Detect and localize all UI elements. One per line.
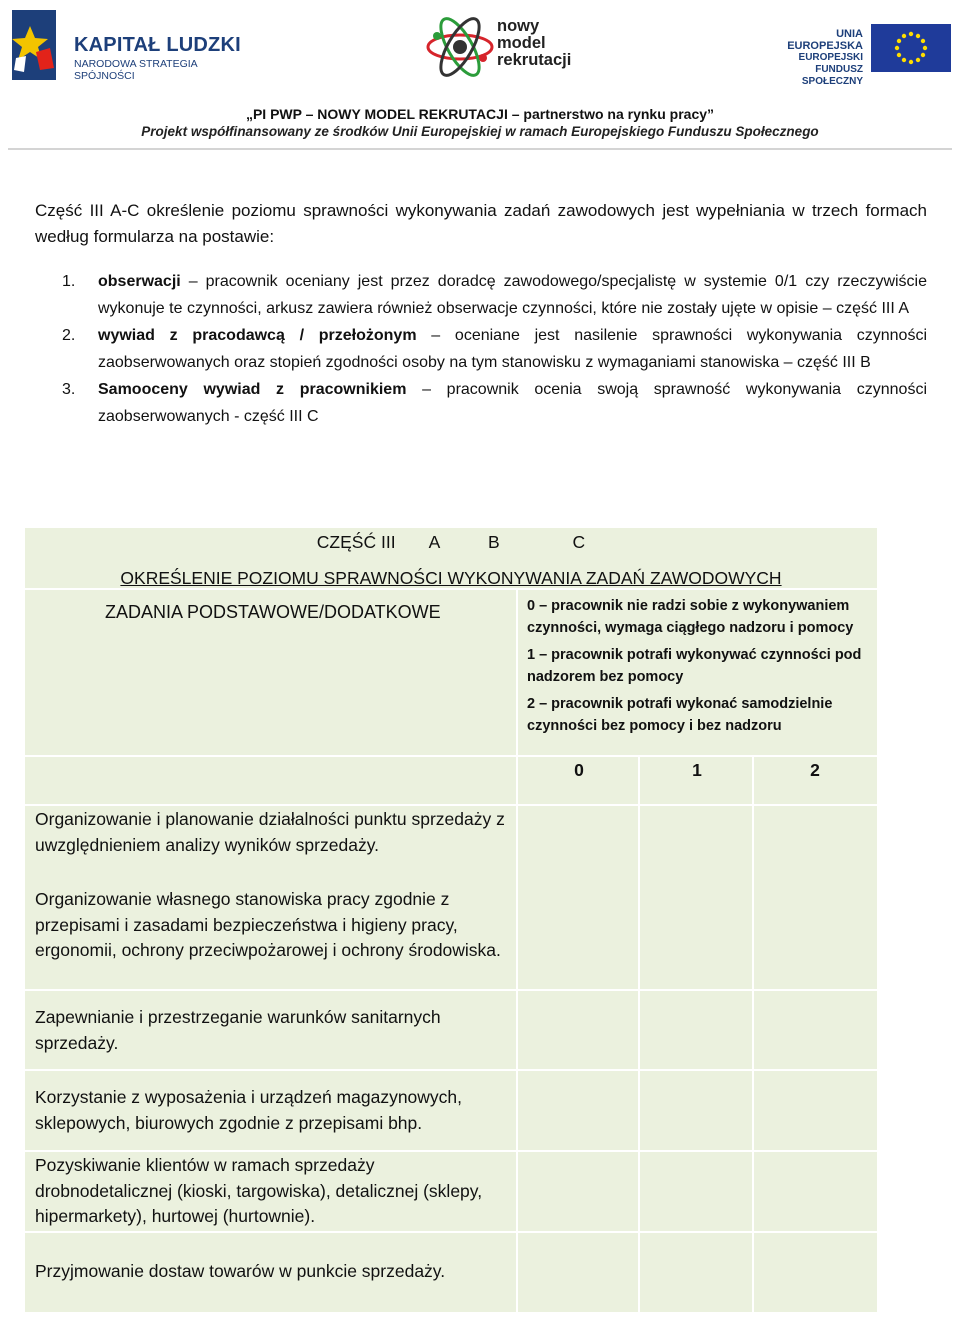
legend-item: 1 – pracownik potrafi wykonywać czynności pod nadzorem bez pomocy [527,647,862,685]
project-subtitle: Projekt współfinansowany ze środków Unii Europejskiej w ramach Europejskiego Funduszu Społecznego [141,124,819,139]
score-legend [527,596,873,743]
forms-list [62,268,927,430]
list-item-bold: Samooceny wywiad z pracownikiem [98,381,407,398]
kapital-ludzki-logo [10,8,260,88]
kapital-ludzki-title: KAPITAŁ LUDZKI [74,34,241,56]
table-title: OKREŚLENIE POZIOMU SPRAWNOŚCI WYKONYWANIA ZADAŃ ZAWODOWYCH [120,568,782,588]
task-row: Korzystanie z wyposażenia i urządzeń magazynowych, sklepowych, biurowych zgodnie z przepisami bhp. [35,1087,463,1133]
kapital-ludzki-subtitle: NARODOWA STRATEGIA SPÓJNOŚCI [74,58,198,82]
task-row: Zapewnianie i przestrzeganie warunków sanitarnych sprzedaży. [35,1007,441,1053]
row-divider [25,804,877,806]
legend-item: 0 – pracownik nie radzi sobie z wykonywaniem czynności, wymaga ciągłego nadzoru i pomocy [527,598,854,636]
task-row: Organizowanie własnego stanowiska pracy zgodnie z przepisami i zasadami bezpieczeństwa i higieny pracy, ergonomii, ochrony przeciwpożarowej i ochrony środowiska. [35,889,501,960]
row-divider [25,989,877,991]
task-row: Przyjmowanie dostaw towarów w punkcie sprzedaży. [35,1261,446,1281]
list-item-bold: obserwacji [98,273,181,290]
score-header-2: 2 [810,760,820,780]
list-item [62,268,927,322]
list-item-bold: wywiad z pracodawcą / przełożonym [98,327,417,344]
project-title: „PI PWP – NOWY MODEL REKRUTACJI – partnerstwo na rynku pracy” [245,106,715,122]
eu-flag-icon [871,24,951,72]
kapital-ludzki-star-icon [10,8,66,84]
row-divider [25,755,877,757]
ue-line1: UNIA EUROPEJSKA [787,28,863,52]
row-divider [25,1150,877,1152]
column-divider [752,755,754,1312]
nm-line1: nowy [497,17,540,35]
list-item-text: – oceniane jest nasilenie sprawności wykonywania czynności zaobserwowanych oraz stopień zgodności osoby na tym stanowisku z wymaganiami stanowiska – część III B [98,327,928,371]
atom-icon [425,14,495,80]
nowy-model-rekrutacji-logo [425,14,595,84]
task-row: Pozyskiwanie klientów w ramach sprzedaży drobnodetalicznej (kioski, targowiska), detalicznej (sklepy, hipermarkety), hurtowej (hurtownie). [35,1155,483,1226]
part-label [25,532,877,553]
page-header [0,0,960,150]
column-divider [516,588,518,1312]
list-item-text: – pracownik oceniany jest przez doradcę zawodowego/specjalistę w systemie 0/1 czy rzeczywiście wykonuje te czynności, arkusz zawiera również obserwacje czynności, które nie zostały ujęte w opisie – część III A [98,273,927,317]
assessment-table [25,528,877,1312]
nm-line3: rekrutacji [497,51,572,69]
list-item [62,376,927,430]
score-header-0: 0 [574,760,584,780]
row-divider [25,1069,877,1071]
header-divider [8,148,952,150]
legend-item: 2 – pracownik potrafi wykonać samodzielnie czynności bez pomocy i bez nadzoru [527,696,833,734]
part-label-text: CZĘŚĆ III A B C [316,532,586,552]
nowy-model-rekrutacji-text [497,18,571,69]
tasks-header: ZADANIA PODSTAWOWE/DODATKOWE [105,602,441,622]
ue-line2: EUROPEJSKI [798,52,863,63]
list-number: 2. [62,327,76,344]
nm-line2: model [497,34,546,52]
list-item-text: – pracownik ocenia swoją sprawność wykonywania czynności zaobserwowanych - część III C [98,381,927,425]
column-divider [638,755,640,1312]
list-number: 1. [62,273,76,290]
list-item [62,322,927,376]
score-header-1: 1 [692,760,702,780]
intro-paragraph: Część III A-C określenie poziomu sprawności wykonywania zadań zawodowych jest wypełniania w trzech formach według formularza na postawie: [35,201,927,246]
ue-efs-logo [768,24,953,87]
list-number: 3. [62,381,76,398]
row-divider [25,1231,877,1233]
task-row: Organizowanie i planowanie działalności punktu sprzedaży z uwzględnieniem analizy wyników sprzedaży. [35,809,505,855]
ue-text [768,28,863,88]
ue-line3: FUNDUSZ SPOŁECZNY [801,64,863,87]
